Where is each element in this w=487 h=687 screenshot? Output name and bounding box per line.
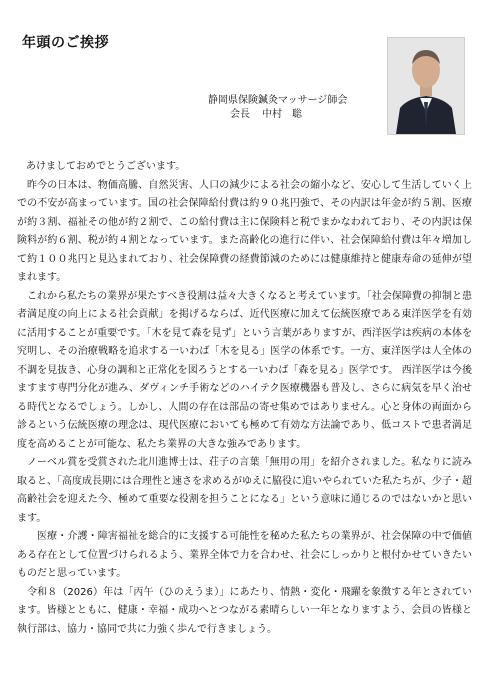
author-role-line: [208, 108, 347, 122]
page-title: 年頭のご挨拶: [22, 35, 109, 51]
author-organization: 静岡県保険鍼灸マッサージ師会: [208, 95, 348, 106]
paragraph: 昨今の日本は、物価高騰、自然災害、人口の減少による社会の縮小など、安心して生活していく上での不安が高まっています。国の社会保障給付費は約９０兆円強で、その内訳は年金が約５割、医療が約３割、福祉その他が約２割で、この給付費は主に保険料と税でまかなわれており、その内訳は保険料が約６割、税が約４割となっています。また高齢化の進行に伴い、社会保障給付費は年々増加して約１００兆円と見込まれており、社会保障費の経費節減のためには健康維持と健康寿命の延伸が望まれます。: [17, 179, 472, 283]
paragraph: これから私たちの業界が果たすべき役割は益々大きくなると考えています。「社会保障費の抑制と患者満足度の向上による社会貢献」を掲げるならば、近代医療に加えて伝統医療である東洋医学を有効に活用することが重要です。「木を見て森を見ず」という言葉がありますが、西洋医学は疾病の本体を究明し、その治療戦略を追求する一いわば「木を見る」医学の体系です。一方、東洋医学は人全体の不調を見抜き、心身の調和と正常化を図ろうとする一いわば「森を見る」医学です。 西洋医学は今後ますます専門分化が進み、ダヴィンチ手術などのハイテク医療機器も普及し、さらに病気を早く治せる時代となるでしょう。しかし、人間の存在は部品の寄せ集めではありません。心と身体の両面から診るという伝統医療の理念は、現代医療においても極めて有効な方法論であり、低コストで患者満足度を高めることが可能な、私たち業界の大きな強みであります。: [17, 290, 472, 450]
paragraph: 令和８（2026）年は「丙午（ひのえうま）」にあたり、情熱・変化・飛躍を象徴する年とされています。皆様とともに、健康・幸福・成功へとつながる素晴らしい一年となりますよう、会員の皆様と執行部は、協力・協同で共に力強く歩んで行きましょう。: [17, 586, 472, 635]
author-name: 中村 聡: [262, 109, 302, 120]
paragraph: ノーベル賞を受賞された北川進博士は、荘子の言葉「無用の用」を紹介されました。私なりに読み取ると、「高度成長期には合理性と速さを求めるがゆえに脇役に追いやられていた私たちが、少子・超高齢社会を迎えた今、極めて重要な役割を担うことになる」という意味に通じるのではないかと思います。: [17, 457, 472, 524]
paragraph: 医療・介護・障害福祉を総合的に支援する可能性を秘めた私たちの業界が、社会保障の中で価値ある存在として位置づけられるよう、業界全体で力を合わせ、社会にしっかりと根付かせていきたいものだと思っています。: [17, 531, 472, 579]
author-block: [208, 94, 347, 122]
portrait-illustration: [388, 38, 464, 134]
author-portrait: [387, 37, 465, 135]
greeting-body: [17, 158, 472, 639]
author-role: 会長: [230, 109, 250, 120]
paragraph: あけましておめでとうございます。: [26, 161, 186, 172]
